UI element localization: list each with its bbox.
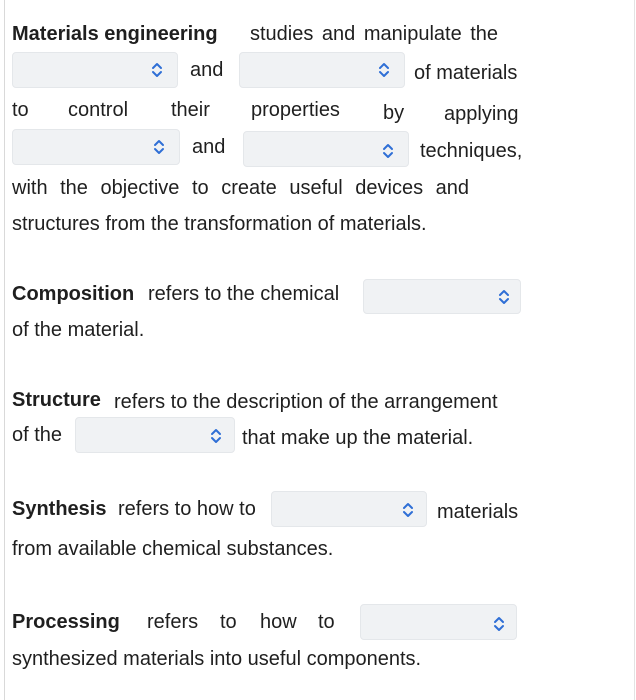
synthesis-text2: from available chemical substances. xyxy=(12,538,334,560)
term-materials-engineering: Materials engineering xyxy=(12,23,218,45)
composition-text2: of the material. xyxy=(12,319,145,341)
term-processing: Processing xyxy=(12,611,120,633)
left-border xyxy=(4,0,5,700)
right-border xyxy=(634,0,635,700)
dropdown-5[interactable] xyxy=(363,279,521,314)
text-of-materials: of materials xyxy=(414,62,518,84)
chevron-up-down-icon xyxy=(151,62,163,78)
composition-text: refers to the chemical xyxy=(148,283,340,305)
dropdown-2[interactable] xyxy=(239,52,405,88)
word: to xyxy=(220,611,237,633)
structure-of-the: of the xyxy=(12,424,63,446)
structure-after: that make up the material. xyxy=(242,427,474,449)
structure-text: refers to the description of the arrangement xyxy=(114,391,498,413)
word: their xyxy=(171,99,210,121)
word-and: and xyxy=(192,136,226,158)
paragraph1-line5: with the objective to create useful devices and xyxy=(12,177,470,199)
word: to xyxy=(12,99,29,121)
dropdown-3[interactable] xyxy=(12,129,180,165)
chevron-up-down-icon xyxy=(378,62,390,78)
synthesis-after: materials xyxy=(437,501,519,523)
word: applying xyxy=(444,103,519,125)
dropdown-4[interactable] xyxy=(243,131,409,167)
chevron-up-down-icon xyxy=(493,616,505,632)
chevron-up-down-icon xyxy=(402,502,414,518)
dropdown-7[interactable] xyxy=(271,491,427,527)
processing-text2: synthesized materials into useful components. xyxy=(12,648,422,670)
dropdown-1[interactable] xyxy=(12,52,178,88)
dropdown-6[interactable] xyxy=(75,417,235,453)
word: control xyxy=(68,99,129,121)
word: to xyxy=(318,611,335,633)
term-synthesis: Synthesis xyxy=(12,498,107,520)
synthesis-text: refers to how to xyxy=(118,498,256,520)
chevron-up-down-icon xyxy=(498,289,510,305)
word: by xyxy=(383,102,405,124)
term-structure: Structure xyxy=(12,389,101,411)
word: properties xyxy=(251,99,340,121)
chevron-up-down-icon xyxy=(210,428,222,444)
dropdown-8[interactable] xyxy=(360,604,517,640)
text-techniques: techniques, xyxy=(420,140,523,162)
paragraph1-line6: structures from the transformation of materials. xyxy=(12,213,427,235)
chevron-up-down-icon xyxy=(382,143,394,159)
paragraph1-text: studies and manipulate the xyxy=(250,23,499,45)
word-and: and xyxy=(190,59,224,81)
chevron-up-down-icon xyxy=(153,139,165,155)
word: how xyxy=(260,611,297,633)
word: refers xyxy=(147,611,199,633)
term-composition: Composition xyxy=(12,283,135,305)
